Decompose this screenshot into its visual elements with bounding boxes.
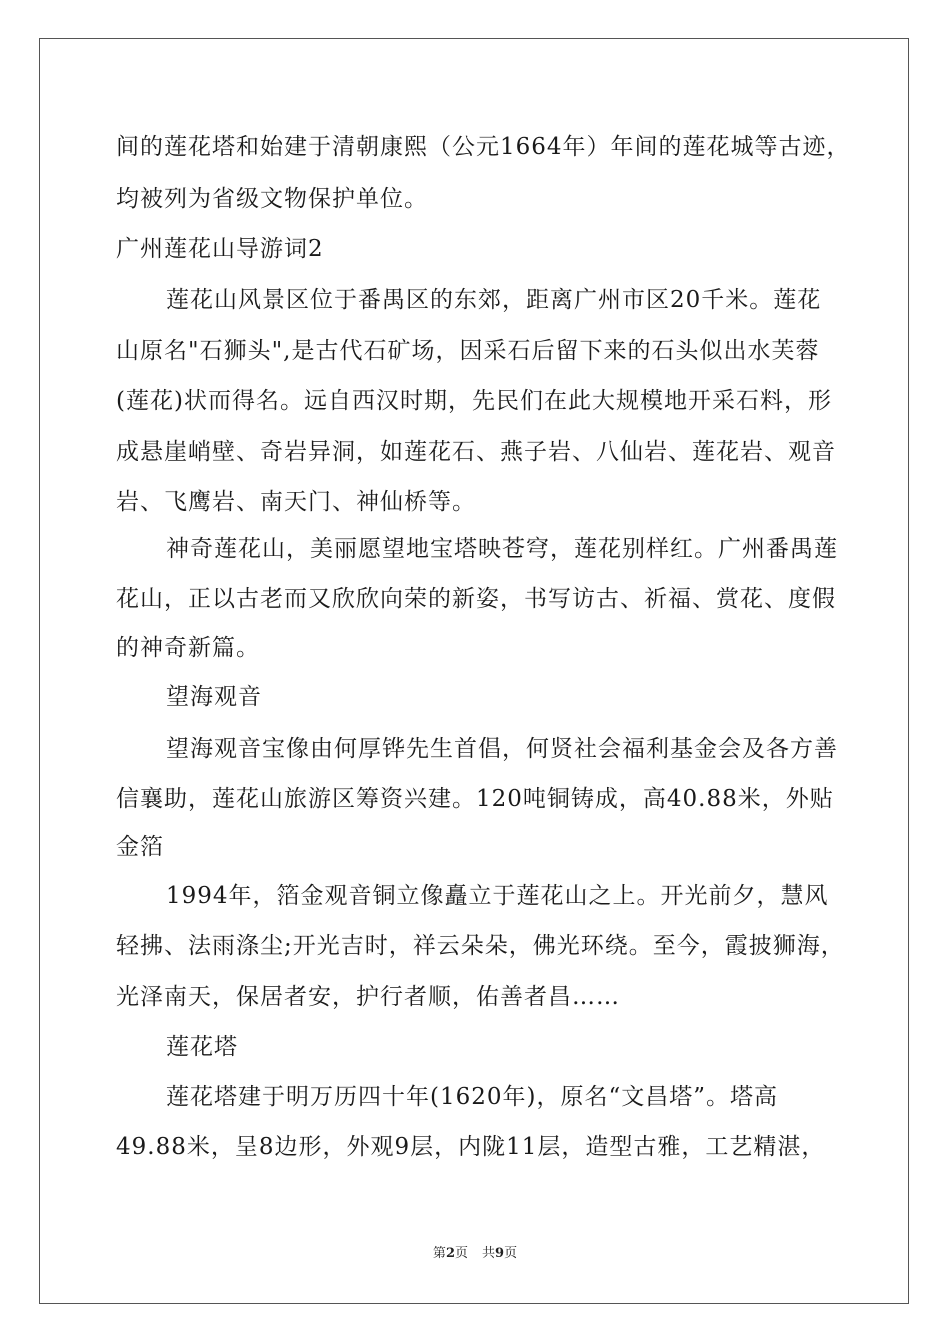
text-line: 1994年，箔金观音铜立像矗立于莲花山之上。开光前夕，慧风 bbox=[166, 883, 829, 909]
text-line: 望海观音宝像由何厚铧先生首倡，何贤社会福利基金会及各方善 bbox=[166, 736, 838, 762]
page-number: 2 bbox=[445, 1246, 455, 1261]
text-line: 成悬崖峭壁、奇岩异洞，如莲花石、燕子岩、八仙岩、莲花岩、观音 bbox=[116, 439, 836, 465]
text-line: 光泽南天，保居者安，护行者顺，佑善者昌…… bbox=[116, 984, 620, 1010]
text-line: 的神奇新篇。 bbox=[116, 635, 260, 661]
text-line: 均被列为省级文物保护单位。 bbox=[116, 186, 428, 212]
page-footer bbox=[0, 1246, 950, 1262]
text-line: 间的莲花塔和始建于清朝康熙（公元1664年）年间的莲花城等古迹， bbox=[116, 134, 851, 160]
page-border bbox=[39, 38, 909, 1304]
page-suffix: 页 bbox=[454, 1246, 468, 1261]
total-suffix: 页 bbox=[504, 1246, 518, 1261]
text-line: 岩、飞鹰岩、南天门、神仙桥等。 bbox=[116, 489, 476, 515]
text-line: 神奇莲花山，美丽愿望地宝塔映苍穹，莲花别样红。广州番禺莲 bbox=[166, 536, 838, 562]
text-line: 山原名"石狮头",是古代石矿场，因采石后留下来的石头似出水芙蓉 bbox=[116, 338, 820, 364]
text-line: 金箔 bbox=[116, 834, 164, 860]
text-line: 49.88米，呈8边形，外观9层，内陇11层，造型古雅，工艺精湛， bbox=[116, 1134, 826, 1160]
text-line: 莲花塔建于明万历四十年(1620年)，原名“文昌塔”。塔高 bbox=[166, 1084, 778, 1110]
subsection-heading: 莲花塔 bbox=[166, 1034, 238, 1060]
text-line: (莲花)状而得名。远自西汉时期，先民们在此大规模地开采石料，形 bbox=[116, 388, 832, 414]
subsection-heading: 望海观音 bbox=[166, 684, 262, 710]
section-heading: 广州莲花山导游词2 bbox=[116, 236, 324, 262]
text-line: 莲花山风景区位于番禺区的东郊，距离广州市区20千米。莲花 bbox=[166, 287, 822, 313]
text-line: 信襄助，莲花山旅游区筹资兴建。120吨铜铸成，高40.88米，外贴 bbox=[116, 786, 834, 812]
page-prefix: 第 bbox=[432, 1246, 446, 1261]
total-prefix: 共 bbox=[482, 1246, 496, 1261]
text-line: 花山，正以古老而又欣欣向荣的新姿，书写访古、祈福、赏花、度假 bbox=[116, 586, 836, 612]
text-line: 轻拂、法雨涤尘;开光吉时，祥云朵朵，佛光环绕。至今，霞披狮海， bbox=[116, 933, 845, 959]
total-pages: 9 bbox=[495, 1246, 505, 1261]
